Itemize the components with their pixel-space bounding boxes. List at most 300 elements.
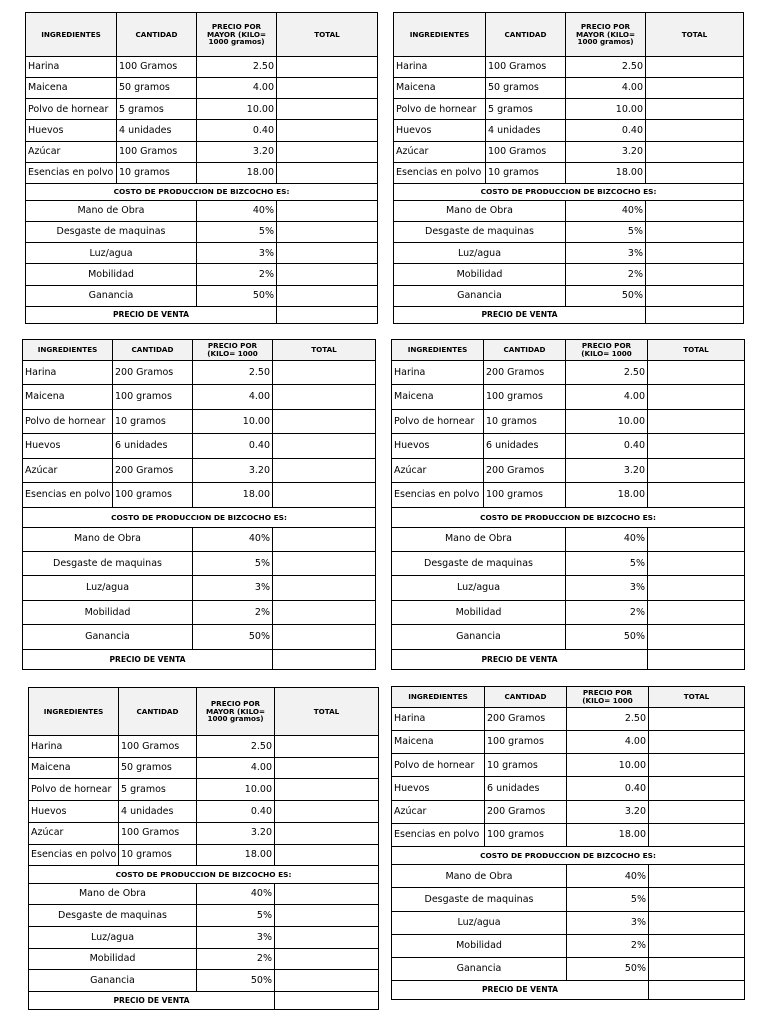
cost-label: Mobilidad <box>392 600 566 624</box>
cost-label: Desgaste de maquinas <box>26 222 197 243</box>
cost-pct: 40% <box>193 527 273 551</box>
cost-total <box>273 600 376 624</box>
ingredient-row <box>26 141 378 162</box>
ingredient-qty: 100 Gramos <box>117 57 197 78</box>
cost-total <box>648 576 745 600</box>
ingredient-price: 4.00 <box>566 385 648 409</box>
cost-label: Mano de Obra <box>392 865 567 888</box>
cost-row <box>392 551 745 575</box>
cost-pct: 50% <box>197 970 275 992</box>
cost-total <box>277 243 378 264</box>
ingredient-qty: 10 gramos <box>117 162 197 183</box>
cost-row <box>394 264 744 285</box>
ingredient-price: 2.50 <box>197 57 277 78</box>
ingredient-name: Harina <box>23 361 113 385</box>
ingredient-name: Harina <box>392 361 484 385</box>
ingredient-row <box>23 434 376 458</box>
ingredient-name: Polvo de hornear <box>26 99 117 120</box>
ingredient-row <box>26 57 378 78</box>
cost-total <box>273 527 376 551</box>
ingredient-row <box>394 141 744 162</box>
costo-title-row <box>23 507 376 527</box>
cost-label: Ganancia <box>23 625 193 649</box>
ingredient-row <box>392 754 745 777</box>
ingredient-total <box>648 361 745 385</box>
precio-venta-label: PRECIO DE VENTA <box>392 649 648 669</box>
ingredient-total <box>648 458 745 482</box>
cost-pct: 50% <box>197 285 277 306</box>
cost-pct: 50% <box>567 957 649 980</box>
cost-total <box>646 264 744 285</box>
ingredient-total <box>275 779 379 801</box>
ingredient-row <box>29 801 379 823</box>
cost-pct: 50% <box>566 625 648 649</box>
ingredient-total <box>275 757 379 779</box>
ingredient-name: Esencias en polvo <box>26 162 117 183</box>
ingredient-row <box>392 731 745 754</box>
ingredient-price: 4.00 <box>193 385 273 409</box>
costo-title: COSTO DE PRODUCCION DE BIZCOCHO ES: <box>392 507 745 527</box>
cost-row <box>23 551 376 575</box>
ingredient-row <box>23 385 376 409</box>
precio-venta-total <box>277 306 378 323</box>
ingredient-total <box>273 385 376 409</box>
ingredient-row <box>392 777 745 800</box>
cost-pct: 3% <box>567 911 649 934</box>
ingredient-price: 0.40 <box>566 120 646 141</box>
ingredient-price: 10.00 <box>197 779 275 801</box>
cost-table <box>22 339 376 670</box>
ingredient-price: 10.00 <box>566 409 648 433</box>
cost-row <box>26 243 378 264</box>
cost-total <box>648 625 745 649</box>
ingredient-qty: 4 unidades <box>486 120 566 141</box>
ingredient-price: 2.50 <box>566 361 648 385</box>
cost-pct: 40% <box>566 200 646 221</box>
ingredient-total <box>648 483 745 507</box>
ingredient-row <box>392 483 745 507</box>
ingredient-name: Maicena <box>23 385 113 409</box>
cost-label: Mobilidad <box>392 934 567 957</box>
ingredient-name: Harina <box>29 736 119 758</box>
cost-pct: 2% <box>567 934 649 957</box>
cost-label: Ganancia <box>392 625 566 649</box>
ingredient-row <box>394 99 744 120</box>
cost-total <box>273 625 376 649</box>
cost-pct: 50% <box>566 285 646 306</box>
ingredient-name: Maicena <box>392 385 484 409</box>
ingredient-total <box>648 385 745 409</box>
ingredient-price: 2.50 <box>567 708 649 731</box>
precio-venta-total <box>275 992 379 1010</box>
ingredient-price: 2.50 <box>197 736 275 758</box>
ingredient-row <box>26 162 378 183</box>
cost-row <box>394 200 744 221</box>
ingredient-price: 3.20 <box>193 458 273 482</box>
cost-total <box>649 911 745 934</box>
cost-label: Luz/agua <box>394 243 566 264</box>
ingredient-price: 4.00 <box>567 731 649 754</box>
ingredient-total <box>277 57 378 78</box>
ingredient-qty: 10 gramos <box>486 162 566 183</box>
ingredient-price: 2.50 <box>193 361 273 385</box>
cost-row <box>29 948 379 970</box>
ingredient-qty: 100 Gramos <box>486 141 566 162</box>
header-precio: PRECIO POR MAYOR (KILO= 1000 gramos) <box>566 13 646 57</box>
cost-label: Mobilidad <box>26 264 197 285</box>
ingredient-row <box>394 162 744 183</box>
ingredient-row <box>394 78 744 99</box>
cost-table <box>25 12 378 324</box>
cost-total <box>648 600 745 624</box>
ingredient-name: Maicena <box>394 78 486 99</box>
ingredient-qty: 10 gramos <box>484 409 566 433</box>
cost-label: Mano de Obra <box>26 200 197 221</box>
ingredient-name: Polvo de hornear <box>394 99 486 120</box>
ingredient-qty: 5 gramos <box>117 99 197 120</box>
cost-label: Ganancia <box>392 957 567 980</box>
precio-venta-total <box>648 649 745 669</box>
header-ingredientes: INGREDIENTES <box>392 340 484 361</box>
header-ingredientes: INGREDIENTES <box>26 13 117 57</box>
ingredient-qty: 200 Gramos <box>485 800 567 823</box>
cost-pct: 40% <box>197 883 275 905</box>
ingredient-price: 0.40 <box>197 801 275 823</box>
header-cantidad: CANTIDAD <box>486 13 566 57</box>
cost-row <box>394 243 744 264</box>
ingredient-name: Esencias en polvo <box>23 483 113 507</box>
ingredient-qty: 200 Gramos <box>484 458 566 482</box>
ingredient-price: 18.00 <box>567 823 649 846</box>
header-total: TOTAL <box>646 13 744 57</box>
costo-title: COSTO DE PRODUCCION DE BIZCOCHO ES: <box>394 183 744 200</box>
costo-title-row <box>392 846 745 865</box>
header-precio: PRECIO POR MAYOR (KILO= 1000 gramos) <box>197 688 275 736</box>
cost-row <box>392 957 745 980</box>
ingredient-total <box>275 822 379 844</box>
ingredient-qty: 100 gramos <box>113 385 193 409</box>
ingredient-name: Polvo de hornear <box>392 754 485 777</box>
ingredient-price: 18.00 <box>197 162 277 183</box>
ingredient-total <box>646 57 744 78</box>
ingredient-price: 3.20 <box>197 141 277 162</box>
ingredient-price: 18.00 <box>197 844 275 866</box>
ingredient-row <box>29 844 379 866</box>
ingredient-total <box>646 162 744 183</box>
cost-label: Luz/agua <box>392 911 567 934</box>
ingredient-qty: 50 gramos <box>486 78 566 99</box>
ingredient-total <box>277 78 378 99</box>
ingredient-total <box>273 409 376 433</box>
ingredient-qty: 100 gramos <box>484 385 566 409</box>
ingredient-row <box>392 434 745 458</box>
ingredient-price: 0.40 <box>197 120 277 141</box>
ingredient-name: Azúcar <box>23 458 113 482</box>
header-row <box>29 688 379 736</box>
cost-label: Desgaste de maquinas <box>29 905 197 927</box>
ingredient-qty: 100 Gramos <box>119 736 197 758</box>
header-total: TOTAL <box>273 340 376 361</box>
ingredient-qty: 100 Gramos <box>117 141 197 162</box>
header-precio: PRECIO POR (KILO= 1000 <box>566 340 648 361</box>
ingredient-price: 10.00 <box>566 99 646 120</box>
ingredient-price: 0.40 <box>567 777 649 800</box>
precio-venta-label: PRECIO DE VENTA <box>23 649 273 669</box>
ingredient-row <box>23 458 376 482</box>
cost-total <box>649 957 745 980</box>
cost-row <box>26 264 378 285</box>
cost-row <box>392 911 745 934</box>
ingredient-total <box>646 99 744 120</box>
ingredient-price: 3.20 <box>566 141 646 162</box>
ingredient-price: 0.40 <box>193 434 273 458</box>
header-precio: PRECIO POR (KILO= 1000 <box>567 687 649 708</box>
cost-pct: 50% <box>193 625 273 649</box>
ingredient-price: 10.00 <box>567 754 649 777</box>
precio-venta-row <box>26 306 378 323</box>
costo-title: COSTO DE PRODUCCION DE BIZCOCHO ES: <box>26 183 378 200</box>
cost-row <box>29 905 379 927</box>
cost-pct: 2% <box>566 600 648 624</box>
ingredient-row <box>392 708 745 731</box>
costo-title-row <box>392 507 745 527</box>
header-ingredientes: INGREDIENTES <box>394 13 486 57</box>
cost-total <box>275 948 379 970</box>
ingredient-row <box>26 120 378 141</box>
ingredient-name: Huevos <box>26 120 117 141</box>
cost-total <box>646 285 744 306</box>
ingredient-qty: 100 gramos <box>484 483 566 507</box>
ingredient-price: 4.00 <box>566 78 646 99</box>
ingredient-name: Polvo de hornear <box>23 409 113 433</box>
ingredient-total <box>275 736 379 758</box>
ingredient-row <box>392 800 745 823</box>
ingredient-qty: 10 gramos <box>113 409 193 433</box>
ingredient-qty: 100 gramos <box>113 483 193 507</box>
ingredient-name: Huevos <box>394 120 486 141</box>
ingredient-price: 3.20 <box>566 458 648 482</box>
ingredient-qty: 4 unidades <box>119 801 197 823</box>
cost-pct: 3% <box>566 576 648 600</box>
cost-row <box>392 865 745 888</box>
costo-title-row <box>394 183 744 200</box>
cost-label: Desgaste de maquinas <box>392 551 566 575</box>
costo-title: COSTO DE PRODUCCION DE BIZCOCHO ES: <box>23 507 376 527</box>
ingredient-row <box>392 823 745 846</box>
ingredient-row <box>394 120 744 141</box>
ingredient-name: Huevos <box>23 434 113 458</box>
header-cantidad: CANTIDAD <box>484 340 566 361</box>
ingredient-row <box>23 361 376 385</box>
cost-pct: 40% <box>197 200 277 221</box>
ingredient-name: Esencias en polvo <box>29 844 119 866</box>
cost-row <box>394 222 744 243</box>
cost-total <box>277 222 378 243</box>
ingredient-name: Polvo de hornear <box>29 779 119 801</box>
cost-label: Desgaste de maquinas <box>23 551 193 575</box>
ingredient-qty: 4 unidades <box>117 120 197 141</box>
cost-total <box>648 551 745 575</box>
ingredient-row <box>23 409 376 433</box>
cost-pct: 5% <box>197 222 277 243</box>
ingredient-qty: 6 unidades <box>484 434 566 458</box>
ingredient-price: 18.00 <box>566 162 646 183</box>
header-total: TOTAL <box>649 687 745 708</box>
cost-row <box>26 222 378 243</box>
cost-row <box>23 625 376 649</box>
cost-label: Luz/agua <box>23 576 193 600</box>
cost-total <box>277 285 378 306</box>
cost-pct: 40% <box>567 865 649 888</box>
cost-total <box>646 243 744 264</box>
ingredient-total <box>277 162 378 183</box>
ingredient-total <box>649 731 745 754</box>
cost-pct: 5% <box>566 551 648 575</box>
header-row <box>392 687 745 708</box>
header-ingredientes: INGREDIENTES <box>29 688 119 736</box>
precio-venta-total <box>649 980 745 999</box>
ingredient-qty: 200 Gramos <box>113 458 193 482</box>
precio-venta-row <box>29 992 379 1010</box>
ingredient-total <box>646 141 744 162</box>
cost-row <box>23 600 376 624</box>
header-precio: PRECIO POR (KILO= 1000 <box>193 340 273 361</box>
cost-label: Ganancia <box>394 285 566 306</box>
header-ingredientes: INGREDIENTES <box>392 687 485 708</box>
ingredient-row <box>29 779 379 801</box>
ingredient-qty: 200 Gramos <box>113 361 193 385</box>
ingredient-price: 18.00 <box>193 483 273 507</box>
ingredient-total <box>275 801 379 823</box>
header-total: TOTAL <box>275 688 379 736</box>
cost-label: Mobilidad <box>394 264 566 285</box>
costo-title-row <box>29 866 379 883</box>
cost-pct: 3% <box>566 243 646 264</box>
ingredient-price: 2.50 <box>566 57 646 78</box>
cost-row <box>392 600 745 624</box>
cost-row <box>392 527 745 551</box>
ingredient-name: Harina <box>26 57 117 78</box>
precio-venta-label: PRECIO DE VENTA <box>392 980 649 999</box>
ingredient-row <box>392 361 745 385</box>
ingredient-total <box>648 409 745 433</box>
cost-total <box>275 927 379 949</box>
ingredient-qty: 100 Gramos <box>486 57 566 78</box>
ingredient-qty: 200 Gramos <box>484 361 566 385</box>
cost-total <box>646 200 744 221</box>
ingredient-row <box>29 757 379 779</box>
cost-label: Ganancia <box>29 970 197 992</box>
header-cantidad: CANTIDAD <box>485 687 567 708</box>
costo-title-row <box>26 183 378 200</box>
cost-pct: 5% <box>566 222 646 243</box>
header-cantidad: CANTIDAD <box>119 688 197 736</box>
cost-table <box>28 687 379 1010</box>
ingredient-row <box>26 99 378 120</box>
precio-venta-row <box>392 649 745 669</box>
precio-venta-total <box>646 306 744 323</box>
ingredient-qty: 100 gramos <box>485 731 567 754</box>
ingredient-name: Azúcar <box>26 141 117 162</box>
header-row <box>23 340 376 361</box>
ingredient-name: Azúcar <box>392 458 484 482</box>
header-total: TOTAL <box>277 13 378 57</box>
cost-row <box>392 625 745 649</box>
header-row <box>26 13 378 57</box>
ingredient-qty: 6 unidades <box>113 434 193 458</box>
header-precio: PRECIO POR MAYOR (KILO= 1000 gramos) <box>197 13 277 57</box>
cost-pct: 2% <box>197 264 277 285</box>
cost-total <box>649 865 745 888</box>
ingredient-name: Esencias en polvo <box>392 823 485 846</box>
ingredient-row <box>392 409 745 433</box>
cost-label: Mobilidad <box>29 948 197 970</box>
ingredient-name: Harina <box>394 57 486 78</box>
ingredient-name: Polvo de hornear <box>392 409 484 433</box>
cost-pct: 2% <box>197 948 275 970</box>
ingredient-total <box>648 434 745 458</box>
ingredient-total <box>273 361 376 385</box>
ingredient-name: Azúcar <box>392 800 485 823</box>
ingredient-name: Maicena <box>26 78 117 99</box>
ingredient-price: 3.20 <box>567 800 649 823</box>
ingredient-qty: 50 gramos <box>117 78 197 99</box>
precio-venta-row <box>394 306 744 323</box>
cost-pct: 3% <box>193 576 273 600</box>
cost-pct: 3% <box>197 243 277 264</box>
cost-row <box>26 285 378 306</box>
ingredient-name: Maicena <box>392 731 485 754</box>
ingredient-row <box>392 458 745 482</box>
ingredient-total <box>649 754 745 777</box>
cost-pct: 5% <box>193 551 273 575</box>
cost-total <box>277 264 378 285</box>
cost-pct: 5% <box>197 905 275 927</box>
ingredient-qty: 100 gramos <box>485 823 567 846</box>
cost-total <box>648 527 745 551</box>
ingredient-name: Azúcar <box>394 141 486 162</box>
ingredient-total <box>277 141 378 162</box>
ingredient-name: Huevos <box>392 777 485 800</box>
ingredient-row <box>392 385 745 409</box>
ingredient-price: 3.20 <box>197 822 275 844</box>
header-cantidad: CANTIDAD <box>117 13 197 57</box>
cost-label: Mano de Obra <box>392 527 566 551</box>
ingredient-name: Esencias en polvo <box>392 483 484 507</box>
cost-row <box>394 285 744 306</box>
ingredient-price: 18.00 <box>566 483 648 507</box>
ingredient-total <box>649 708 745 731</box>
cost-row <box>26 200 378 221</box>
cost-pct: 5% <box>567 888 649 911</box>
cost-table <box>391 686 745 1000</box>
cost-total <box>273 576 376 600</box>
ingredient-name: Azúcar <box>29 822 119 844</box>
cost-row <box>29 970 379 992</box>
ingredient-total <box>646 78 744 99</box>
cost-label: Desgaste de maquinas <box>392 888 567 911</box>
header-ingredientes: INGREDIENTES <box>23 340 113 361</box>
cost-row <box>29 883 379 905</box>
ingredient-total <box>273 483 376 507</box>
ingredient-qty: 50 gramos <box>119 757 197 779</box>
ingredient-price: 10.00 <box>197 99 277 120</box>
ingredient-qty: 5 gramos <box>119 779 197 801</box>
ingredient-price: 4.00 <box>197 757 275 779</box>
ingredient-row <box>29 822 379 844</box>
ingredient-total <box>277 120 378 141</box>
cost-total <box>649 888 745 911</box>
